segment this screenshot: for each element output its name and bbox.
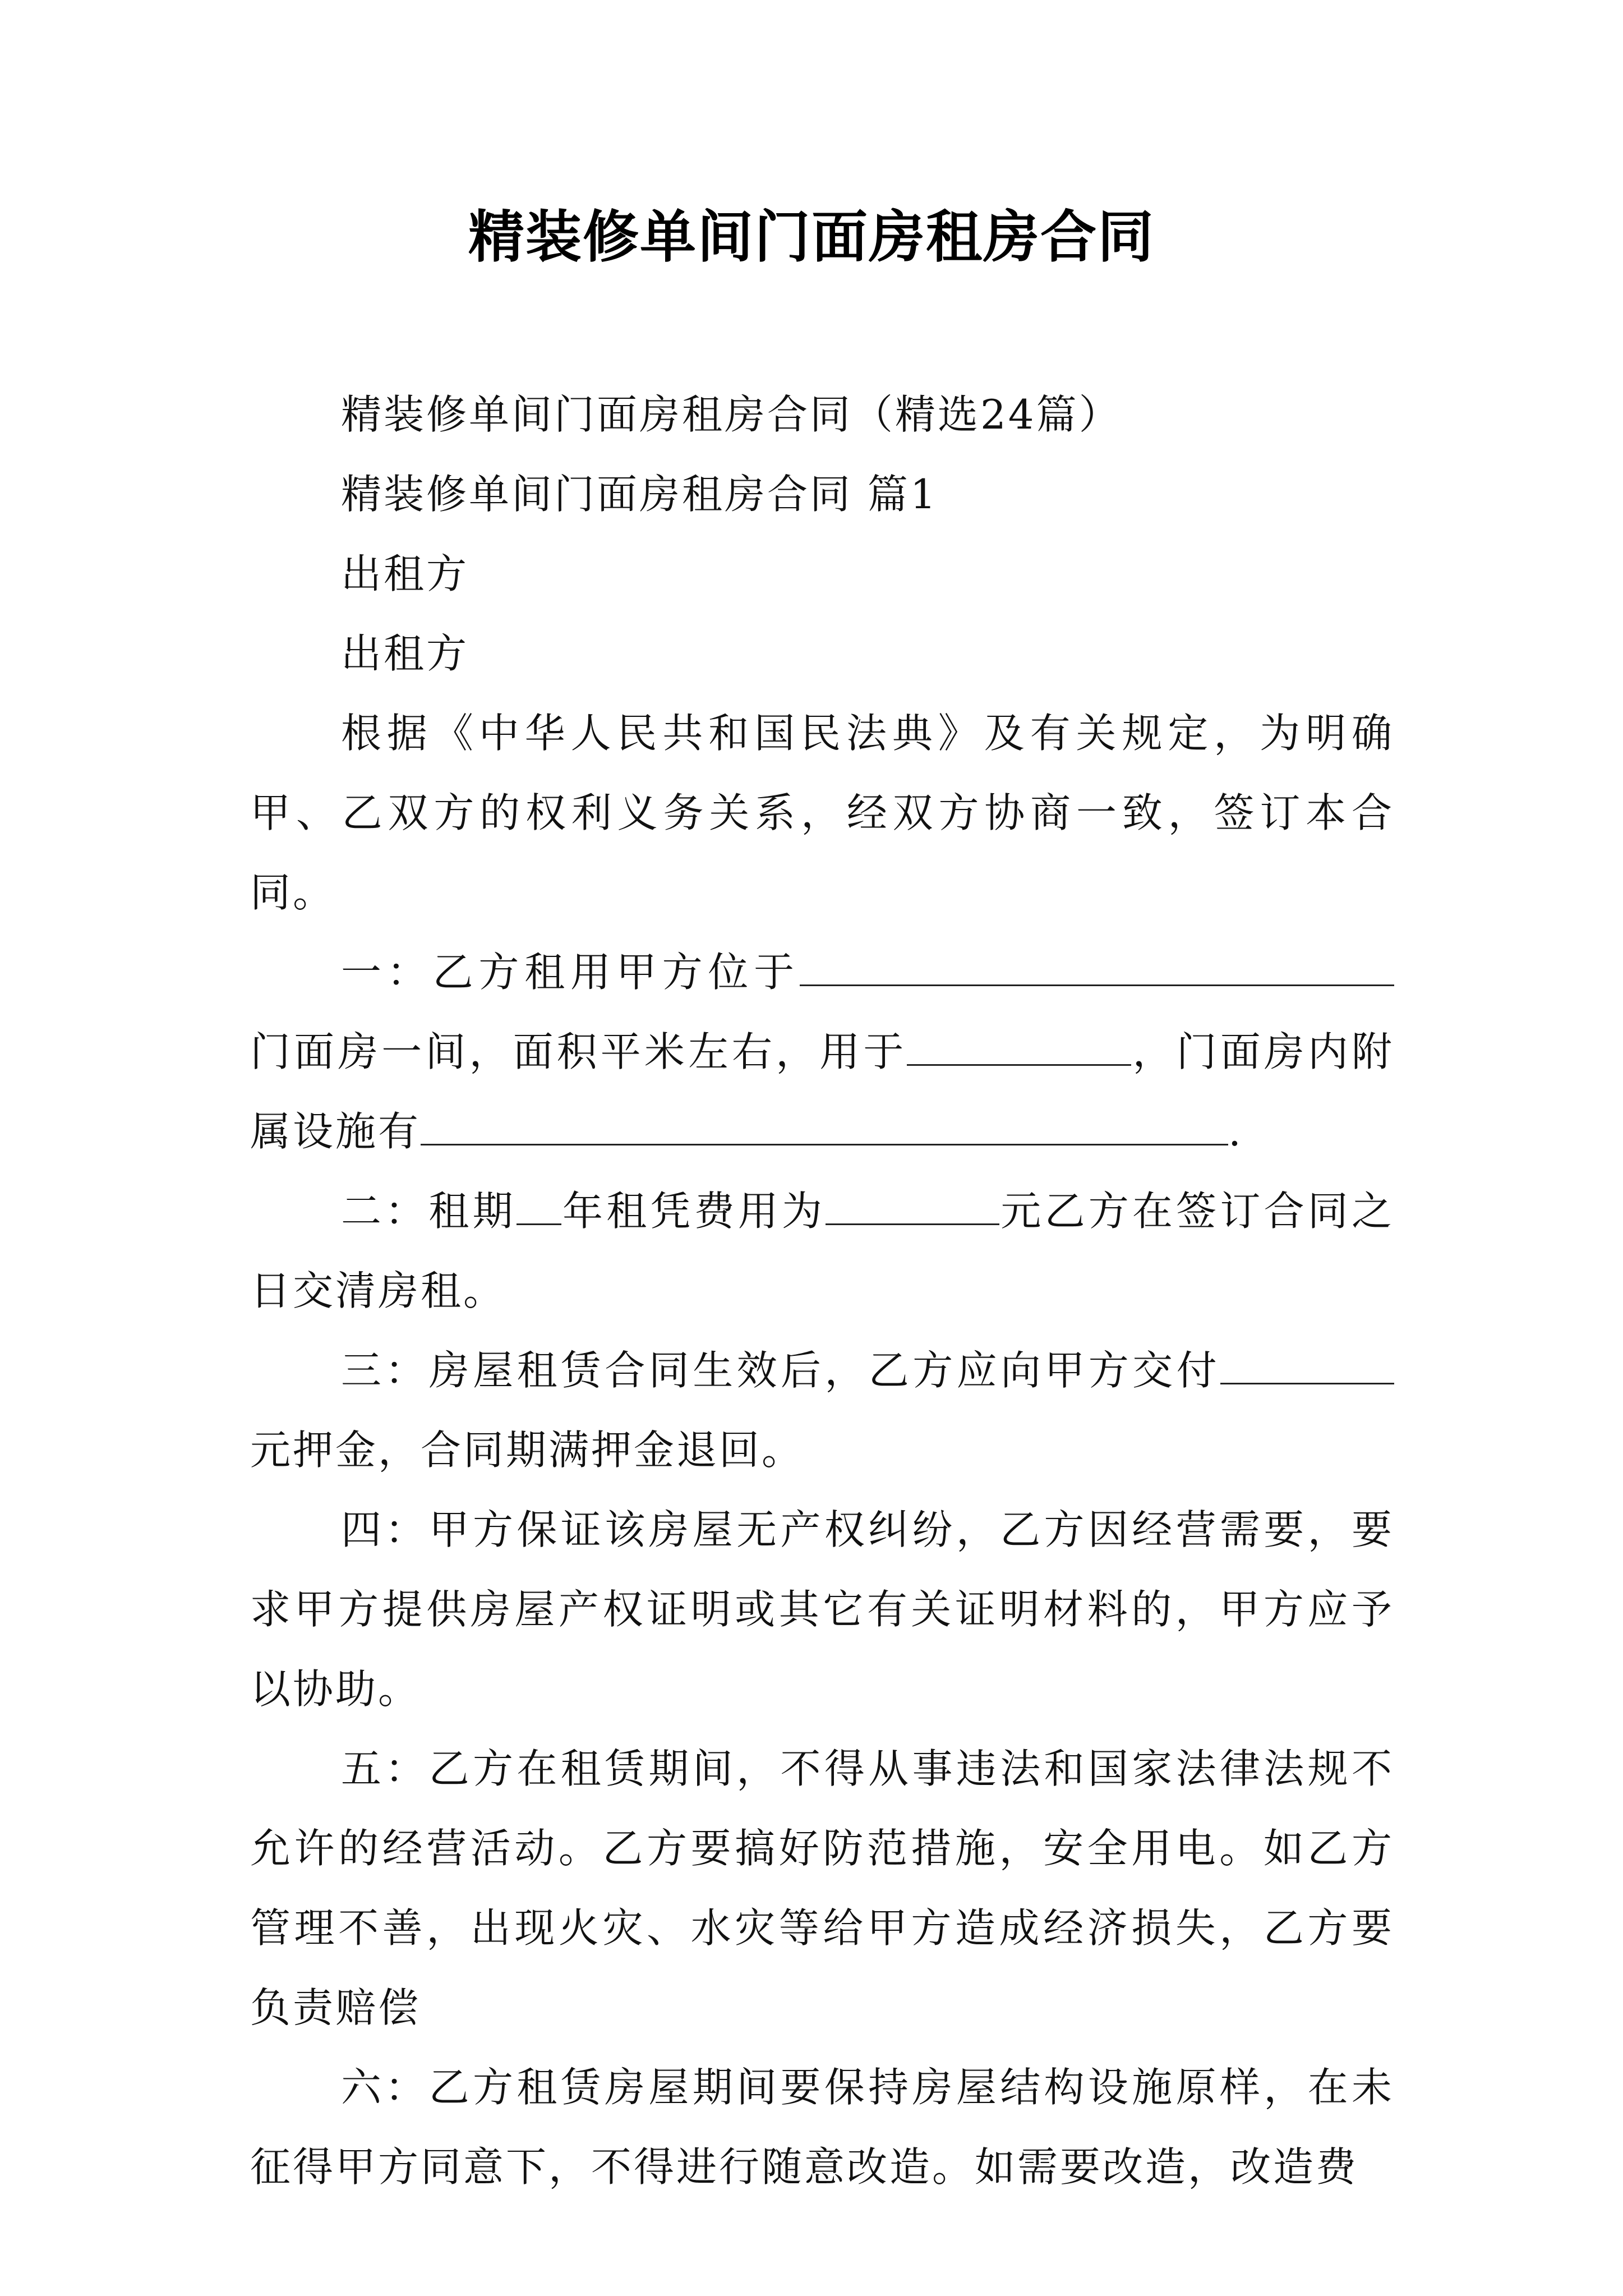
clause-6: 六：乙方租赁房屋期间要保持房屋结构设施原样，在未征得甲方同意下，不得进行随意改造。如需要改造，改造费: [250, 2064, 1394, 2191]
clause-2-text-a: 二：租期: [341, 1188, 517, 1235]
clause-3-text-a: 三：房屋租赁合同生效后，乙方应向甲方交付: [341, 1347, 1220, 1394]
facilities-blank: [421, 1099, 1228, 1145]
clause-1-text-b: 门面房一间，面积平米左右，用于: [250, 1028, 907, 1075]
clause-1-text-d: .: [1228, 1108, 1243, 1155]
clause-2-text-b: 年租凭费用为: [561, 1188, 826, 1235]
party-label-2: 出租方: [341, 630, 469, 677]
party-label-1: 出租方: [341, 550, 469, 597]
document-title: 精装修单间门面房租房合同: [468, 204, 1155, 270]
preamble-paragraph: 根据《中华人民共和国民法典》及有关规定，为明确甲、乙双方的权利义务关系，经双方协商一致，签订本合同。: [250, 710, 1394, 916]
clause-3-text-b: 元押金，合同期满押金退回。: [250, 1427, 805, 1474]
clause-5: 五：乙方在租赁期间，不得从事违法和国家法律法规不允许的经营活动。乙方要搞好防范措施，安全用电。如乙方管理不善，出现火灾、水灾等给甲方造成经济损失，乙方要负责赔偿: [250, 1745, 1394, 2031]
deposit-amount-blank: [1220, 1338, 1394, 1384]
location-blank: [800, 940, 1394, 986]
purpose-blank: [907, 1019, 1131, 1066]
clause-1: [250, 932, 1394, 1171]
section-heading: 精装修单间门面房租房合同 篇1: [341, 471, 938, 518]
clause-2-text-c: 元乙方在签订合同之日交清房租。: [250, 1188, 1394, 1314]
clause-1-text-c: ，门面房内附属设施有: [250, 1028, 1394, 1155]
document-subtitle: 精装修单间门面房租房合同（精选24篇）: [341, 391, 1122, 438]
clause-2: [250, 1171, 1394, 1331]
clause-1-text-a: 一：乙方租用甲方位于: [341, 949, 800, 996]
clause-4: 四：甲方保证该房屋无产权纠纷，乙方因经营需要，要求甲方提供房屋产权证明或其它有关证明材料的，甲方应予以协助。: [250, 1506, 1394, 1713]
document-body: [250, 375, 1394, 2207]
rent-amount-blank: [826, 1179, 999, 1225]
clause-3: [250, 1331, 1394, 1490]
term-years-blank: [517, 1179, 561, 1225]
